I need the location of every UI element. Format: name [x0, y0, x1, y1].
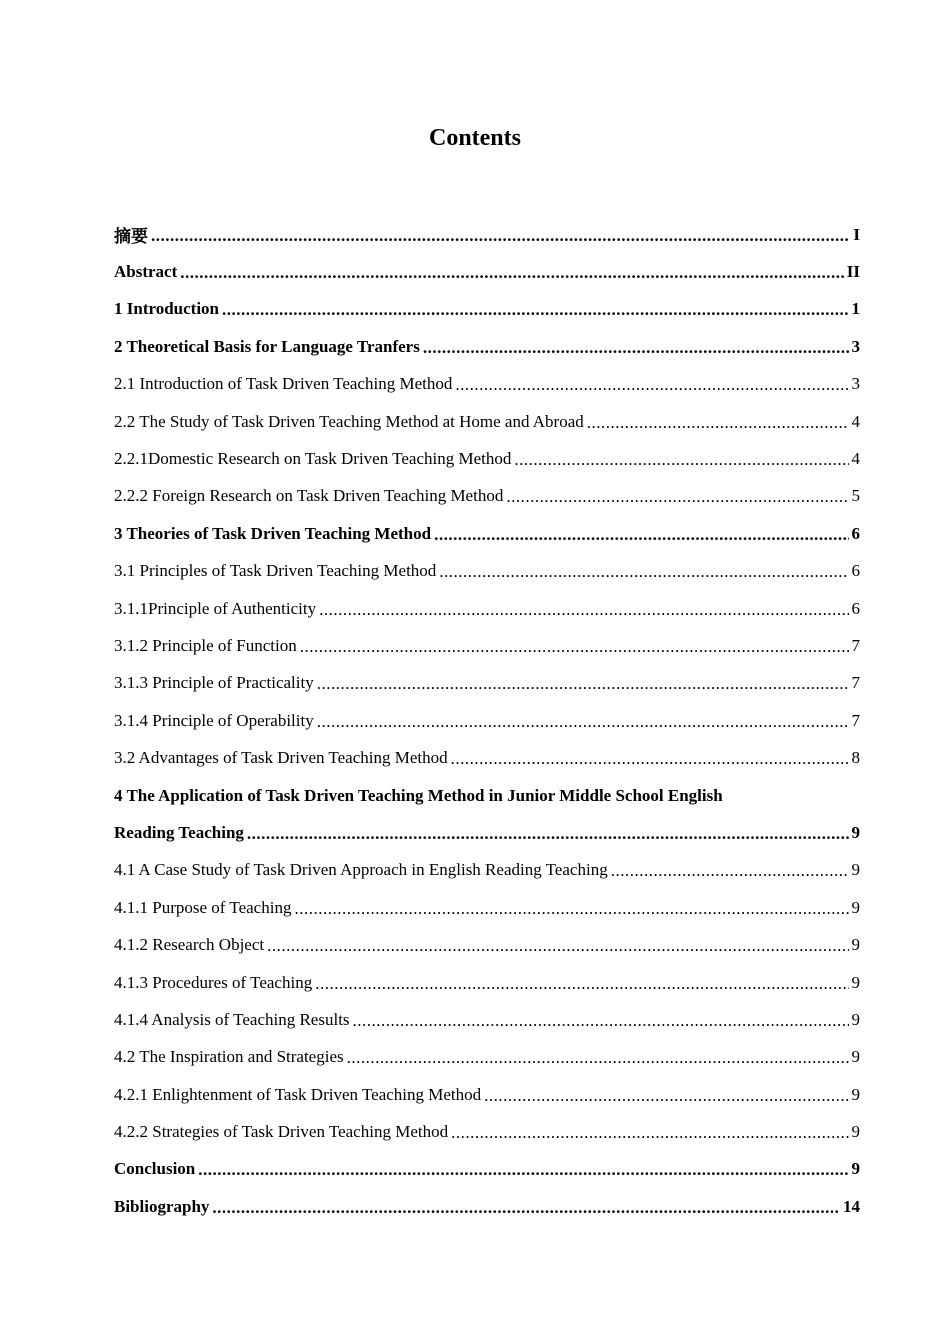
toc-entry-label: 4.1.3 Procedures of Teaching — [114, 972, 313, 992]
toc-entry-label: 3.1 Principles of Task Driven Teaching Method — [114, 561, 437, 581]
toc-entry-page-number: 8 — [851, 748, 860, 768]
toc-entry-page-number: 7 — [851, 710, 860, 730]
dot-leader — [423, 338, 849, 358]
toc-entry-label: 2.2.2 Foreign Research on Task Driven Teaching Method — [114, 486, 504, 506]
dot-leader — [267, 936, 848, 956]
toc-entry[interactable] — [114, 889, 860, 926]
toc-entry[interactable] — [114, 1151, 860, 1188]
toc-entry[interactable] — [114, 665, 860, 702]
toc-entry-page-number: 9 — [851, 935, 860, 955]
toc-entry-label: 3.1.2 Principle of Function — [114, 635, 297, 655]
toc-entry[interactable] — [114, 1113, 860, 1150]
toc-entry[interactable] — [114, 964, 860, 1001]
toc-entry-page-number: 9 — [851, 972, 860, 992]
toc-entry-page-number: 1 — [851, 299, 860, 319]
toc-entry-page-number: 6 — [851, 523, 860, 543]
toc-entry-label: 2.1 Introduction of Task Driven Teaching Method — [114, 374, 453, 394]
toc-entry-page-number: 9 — [851, 1159, 860, 1179]
toc-entry[interactable] — [114, 702, 860, 739]
toc-entry[interactable] — [114, 440, 860, 477]
toc-entry-page-number: 9 — [851, 1009, 860, 1029]
toc-entry-page-number: I — [853, 224, 860, 244]
dot-leader — [317, 674, 849, 694]
table-of-contents — [114, 216, 860, 1226]
toc-entry-page-number: 4 — [851, 449, 860, 469]
dot-leader — [455, 375, 848, 395]
toc-entry-page-number: 9 — [851, 897, 860, 917]
toc-entry-label: 4.2.2 Strategies of Task Driven Teaching Method — [114, 1122, 449, 1142]
page-title: Contents — [428, 125, 521, 151]
toc-entry-page-number: 7 — [851, 635, 860, 655]
toc-entry-page-number: 14 — [843, 1196, 860, 1216]
dot-leader — [180, 263, 844, 283]
dot-leader — [212, 1198, 840, 1218]
toc-entry-label: 3.1.4 Principle of Operability — [114, 710, 314, 730]
toc-entry-page-number: 6 — [851, 561, 860, 581]
dot-leader — [294, 899, 848, 919]
dot-leader — [451, 749, 849, 769]
toc-entry[interactable] — [114, 253, 860, 290]
toc-entry-label: 4.1 A Case Study of Task Driven Approach in English Reading Teaching — [114, 860, 608, 880]
toc-entry-page-number: 9 — [851, 1047, 860, 1067]
dot-leader — [222, 300, 848, 320]
dot-leader — [247, 824, 849, 844]
toc-entry-label: Conclusion — [114, 1159, 196, 1179]
toc-entry[interactable] — [114, 1039, 860, 1076]
toc-entry[interactable] — [114, 814, 860, 851]
toc-entry-page-number: 9 — [851, 1084, 860, 1104]
toc-entry-label: 2 Theoretical Basis for Language Tranfers — [114, 336, 420, 356]
toc-entry-label: Bibliography — [114, 1196, 210, 1216]
toc-entry-label: 3.2 Advantages of Task Driven Teaching Method — [114, 748, 448, 768]
toc-entry-label: 2.2.1Domestic Research on Task Driven Teaching Method — [114, 449, 512, 469]
toc-entry-label: 4.2.1 Enlightenment of Task Driven Teaching Method — [114, 1084, 482, 1104]
toc-entry-label: Abstract — [114, 262, 178, 282]
toc-entry[interactable] — [114, 852, 860, 889]
toc-entry[interactable] — [114, 403, 860, 440]
dot-leader — [353, 1011, 849, 1031]
toc-entry[interactable] — [114, 777, 860, 814]
toc-entry-page-number: 9 — [851, 1122, 860, 1142]
dot-leader — [611, 861, 849, 881]
toc-entry[interactable] — [114, 739, 860, 776]
toc-entry-page-number: 7 — [851, 673, 860, 693]
toc-entry[interactable] — [114, 553, 860, 590]
toc-entry[interactable] — [114, 366, 860, 403]
dot-leader — [506, 487, 848, 507]
toc-entry-page-number: II — [846, 262, 860, 282]
toc-entry[interactable] — [114, 515, 860, 552]
toc-entry-page-number: 6 — [851, 598, 860, 618]
toc-entry-label: Reading Teaching — [114, 822, 244, 842]
toc-entry-label: 4.1.1 Purpose of Teaching — [114, 897, 292, 917]
toc-entry-page-number: 3 — [851, 336, 860, 356]
dot-leader — [434, 525, 848, 545]
toc-entry-label: 4.1.4 Analysis of Teaching Results — [114, 1009, 350, 1029]
dot-leader — [317, 712, 849, 732]
dot-leader — [484, 1086, 848, 1106]
toc-entry[interactable] — [114, 328, 860, 365]
toc-entry-label: 1 Introduction — [114, 299, 220, 319]
dot-leader — [319, 600, 848, 620]
dot-leader — [151, 226, 850, 246]
dot-leader — [451, 1123, 848, 1143]
toc-entry[interactable] — [114, 1188, 860, 1225]
toc-entry[interactable] — [114, 1076, 860, 1113]
toc-entry-label: 4 The Application of Task Driven Teaching Method in Junior Middle School English — [114, 785, 723, 805]
dot-leader — [300, 637, 849, 657]
toc-entry[interactable] — [114, 291, 860, 328]
toc-entry[interactable] — [114, 478, 860, 515]
toc-entry-label: 4.2 The Inspiration and Strategies — [114, 1047, 344, 1067]
dot-leader — [347, 1048, 849, 1068]
dot-leader — [587, 413, 849, 433]
toc-entry[interactable] — [114, 216, 860, 253]
toc-entry-label: 4.1.2 Research Object — [114, 935, 265, 955]
dot-leader — [514, 450, 848, 470]
toc-entry[interactable] — [114, 1001, 860, 1038]
toc-entry-page-number: 4 — [851, 411, 860, 431]
dot-leader — [439, 562, 848, 582]
toc-entry[interactable] — [114, 590, 860, 627]
toc-entry[interactable] — [114, 926, 860, 963]
toc-entry-label: 2.2 The Study of Task Driven Teaching Method at Home and Abroad — [114, 411, 584, 431]
dot-leader — [315, 974, 848, 994]
toc-entry-page-number: 9 — [851, 860, 860, 880]
toc-entry-label: 3 Theories of Task Driven Teaching Method — [114, 523, 432, 543]
toc-entry-page-number: 5 — [851, 486, 860, 506]
toc-entry-page-number: 3 — [851, 374, 860, 394]
dot-leader — [198, 1160, 848, 1180]
toc-entry-label: 3.1.1Principle of Authenticity — [114, 598, 317, 618]
toc-entry-label: 3.1.3 Principle of Practicality — [114, 673, 314, 693]
toc-entry[interactable] — [114, 627, 860, 664]
toc-entry-label: 摘要 — [114, 227, 148, 247]
toc-entry-page-number: 9 — [851, 822, 860, 842]
